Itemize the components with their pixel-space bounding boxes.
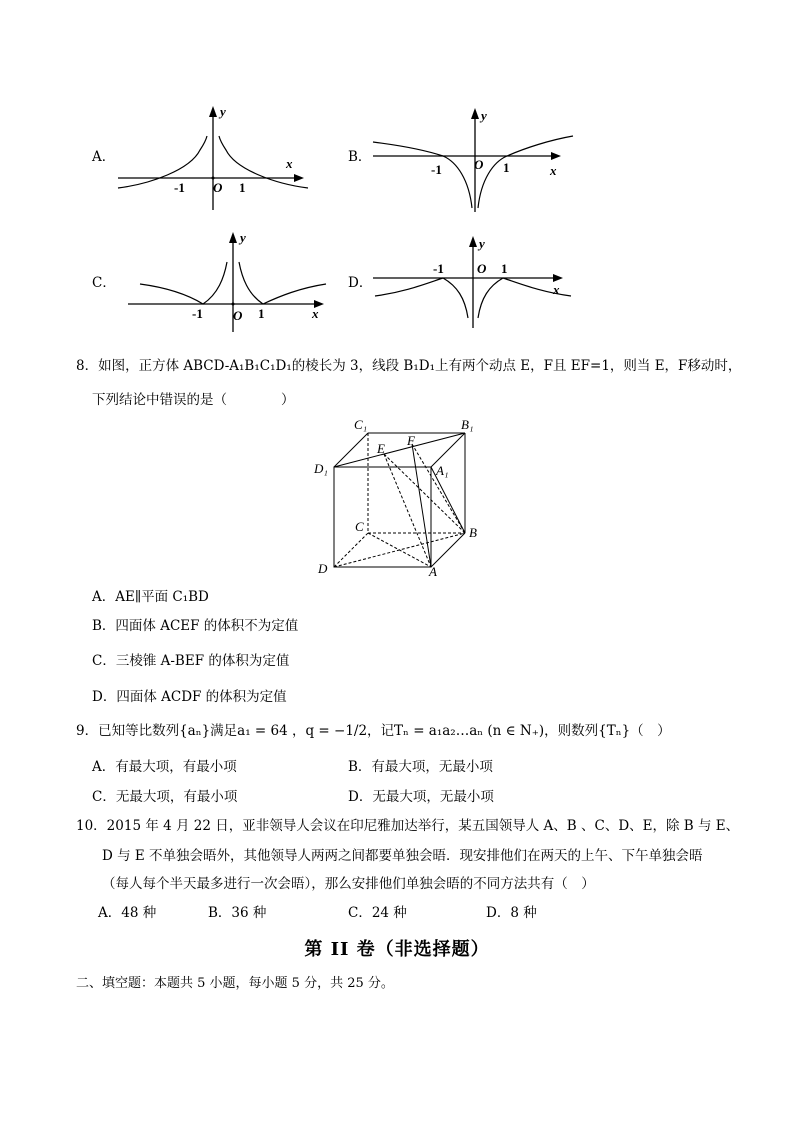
cube-label-c1: C₁ bbox=[354, 417, 368, 432]
graph-d bbox=[365, 228, 580, 333]
graph-c-label: C． bbox=[92, 275, 116, 291]
graph-d-y-label: y bbox=[479, 236, 485, 251]
q10-option-c: C．24 种 bbox=[348, 905, 407, 921]
q9-option-d: D．无最大项，无最小项 bbox=[348, 789, 494, 805]
graph-d-pos-tick: 1 bbox=[501, 261, 508, 276]
graph-a-origin: O bbox=[213, 180, 223, 195]
q8-option-a: A．AE∥平面 C₁BD bbox=[92, 589, 209, 605]
graph-b-origin: O bbox=[474, 157, 484, 172]
graph-c-y-label: y bbox=[240, 230, 246, 245]
graph-d-x-label: x bbox=[553, 282, 560, 297]
q8-option-b: B．四面体 ACEF 的体积不为定值 bbox=[92, 618, 299, 634]
graph-a-neg-tick: -1 bbox=[174, 180, 185, 195]
graph-b-x-label: x bbox=[550, 163, 557, 178]
graph-c-pos-tick: 1 bbox=[258, 306, 265, 321]
q10-stem-line3: （每人每个半天最多进行一次会晤），那么安排他们单独会晤的不同方法共有（ ） bbox=[102, 876, 595, 892]
cube-label-f: F bbox=[407, 433, 415, 448]
cube-label-d: D bbox=[318, 561, 328, 576]
graph-d-label: D． bbox=[348, 275, 373, 291]
graph-c bbox=[120, 228, 330, 338]
q10-stem-line2: D 与 E 不单独会晤外，其他领导人两两之间都要单独会晤．现安排他们在两天的上午、下午单独会晤 bbox=[102, 848, 703, 864]
section-fill-blank-heading: 二、填空题：本题共 5 小题，每小题 5 分，共 25 分。 bbox=[76, 976, 394, 991]
graph-b bbox=[365, 100, 580, 215]
q9-stem: 9．已知等比数列{aₙ}满足a₁ = 64 ，q = −1/2，记Tₙ = a₁a₂…aₙ (n ∈ N₊)，则数列{Tₙ}（ ） bbox=[76, 723, 671, 739]
q10-option-b: B．36 种 bbox=[208, 905, 267, 921]
cube-label-d1: D₁ bbox=[314, 461, 328, 476]
graph-b-pos-tick: 1 bbox=[503, 160, 510, 175]
cube-label-a1: A₁ bbox=[436, 463, 449, 478]
cube-label-a: A bbox=[429, 564, 437, 579]
q9-option-a: A．有最大项，有最小项 bbox=[92, 759, 237, 775]
graph-c-neg-tick: -1 bbox=[192, 306, 203, 321]
q8-option-d: D．四面体 ACDF 的体积为定值 bbox=[92, 689, 287, 705]
graph-b-y-label: y bbox=[481, 108, 487, 123]
q8-stem-line2: 下列结论中错误的是（ ） bbox=[92, 392, 295, 408]
q10-option-d: D．8 种 bbox=[486, 905, 537, 921]
graph-d-origin: O bbox=[477, 261, 487, 276]
q9-option-c: C．无最大项，有最小项 bbox=[92, 789, 238, 805]
graph-a-y-label: y bbox=[220, 104, 226, 119]
graph-b-neg-tick: -1 bbox=[431, 162, 442, 177]
graph-a-x-label: x bbox=[286, 156, 293, 171]
cube-label-b: B bbox=[469, 525, 477, 540]
graph-a-pos-tick: 1 bbox=[239, 180, 246, 195]
q9-option-b: B．有最大项，无最小项 bbox=[348, 759, 493, 775]
cube-label-e: E bbox=[377, 441, 385, 456]
cube-figure bbox=[310, 415, 490, 580]
graph-a-label: A． bbox=[92, 149, 116, 165]
q10-option-a: A．48 种 bbox=[98, 905, 157, 921]
cube-label-c: C bbox=[355, 519, 364, 534]
cube-label-b1: B₁ bbox=[461, 417, 474, 432]
q8-option-c: C．三棱锥 A-BEF 的体积为定值 bbox=[92, 653, 290, 669]
graph-d-neg-tick: -1 bbox=[433, 261, 444, 276]
q10-stem-line1: 10．2015 年 4 月 22 日，亚非领导人会议在印尼雅加达举行，某五国领导人 A、B 、C、D、E，除 B 与 E、 bbox=[76, 818, 740, 834]
section-title: 第 II 卷（非选择题） bbox=[304, 939, 490, 960]
graph-a bbox=[110, 100, 310, 215]
q8-stem-line1: 8．如图，正方体 ABCD-A₁B₁C₁D₁的棱长为 3，线段 B₁D₁上有两个动点 E，F且 EF=1，则当 E，F移动时， bbox=[76, 358, 742, 374]
graph-c-origin: O bbox=[233, 308, 243, 323]
graph-b-label: B． bbox=[348, 149, 372, 165]
graph-c-x-label: x bbox=[312, 306, 319, 321]
